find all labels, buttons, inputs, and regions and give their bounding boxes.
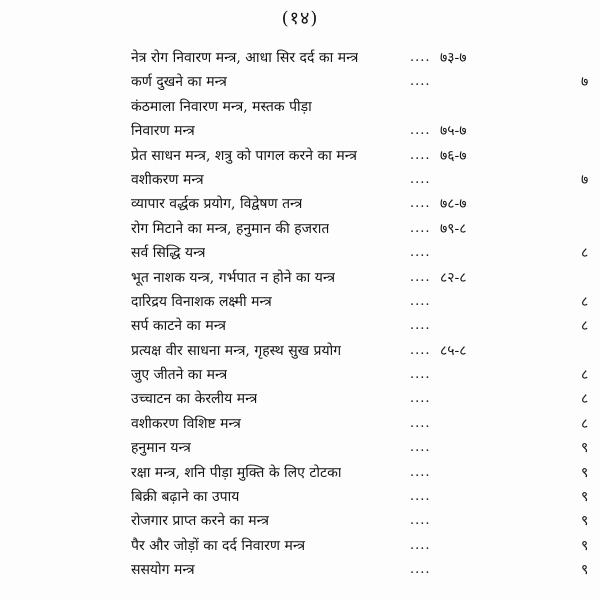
- toc-entry: [0, 436, 600, 460]
- toc-entry-page: ८: [581, 415, 589, 432]
- toc-entry: [0, 95, 600, 119]
- toc-entry-leader: ....: [410, 123, 431, 139]
- toc-entry-title: रोग मिटाने का मन्त्र, हनुमान की हजरात: [131, 220, 330, 237]
- table-of-contents: [0, 46, 600, 583]
- toc-entry-title: ससयोग मन्त्र: [131, 562, 195, 579]
- toc-entry-page: ७: [581, 171, 589, 188]
- toc-entry: [0, 485, 600, 509]
- toc-entry-leader: ....: [410, 220, 431, 236]
- toc-entry-title: उच्चाटन का केरलीय मन्त्र: [131, 391, 258, 408]
- toc-entry-title: जुए जीतने का मन्त्र: [131, 367, 228, 384]
- toc-entry-title: रक्षा मन्त्र, शनि पीड़ा मुक्ति के लिए टोटका: [131, 464, 342, 481]
- toc-entry-title: कंठमाला निवारण मन्त्र, मस्तक पीड़ा: [131, 98, 312, 115]
- toc-entry-leader: ....: [410, 196, 431, 212]
- toc-entry-page: ९: [581, 489, 589, 506]
- toc-entry-title: बिक्री बढ़ाने का उपाय: [131, 489, 240, 506]
- toc-entry: [0, 192, 600, 216]
- toc-entry-page: ७: [581, 74, 589, 91]
- toc-entry: [0, 412, 600, 436]
- toc-entry: [0, 461, 600, 485]
- toc-entry-leader: ....: [410, 293, 431, 309]
- toc-entry: [0, 70, 600, 94]
- toc-entry: [0, 46, 600, 70]
- toc-entry: [0, 266, 600, 290]
- toc-entry: [0, 558, 600, 582]
- toc-entry-leader: ....: [410, 415, 431, 431]
- toc-entry-page: ८: [581, 293, 589, 310]
- toc-entry-page: ८२-८: [440, 269, 467, 286]
- toc-entry-leader: ....: [410, 50, 431, 65]
- toc-entry: [0, 339, 600, 363]
- toc-entry-title: नेत्र रोग निवारण मन्त्र, आधा सिर दर्द का मन्त्र: [131, 50, 359, 66]
- toc-entry: [0, 144, 600, 168]
- toc-entry-leader: ....: [410, 318, 431, 334]
- toc-entry-title: पैर और जोड़ों का दर्द निवारण मन्त्र: [131, 537, 306, 554]
- toc-entry-leader: ....: [410, 74, 431, 90]
- toc-entry-page: ८: [581, 367, 589, 384]
- toc-entry-leader: ....: [410, 464, 431, 480]
- toc-entry-page: ८५-८: [440, 342, 467, 359]
- toc-entry-page: ७६-७: [440, 147, 467, 164]
- toc-entry-page: ९: [581, 562, 589, 579]
- toc-entry: [0, 290, 600, 314]
- toc-entry-title: भूत नाशक यन्त्र, गर्भपात न होने का यन्त्र: [131, 269, 336, 286]
- toc-entry-leader: ....: [410, 147, 431, 163]
- toc-entry: [0, 509, 600, 533]
- toc-entry: [0, 363, 600, 387]
- toc-entry-leader: ....: [410, 342, 431, 358]
- toc-entry-page: ९: [581, 464, 589, 481]
- toc-entry-leader: ....: [410, 367, 431, 383]
- toc-entry: [0, 168, 600, 192]
- toc-entry-page: ७९-८: [440, 220, 467, 237]
- toc-entry-title: कर्ण दुखने का मन्त्र: [131, 74, 227, 91]
- toc-entry-leader: ....: [410, 391, 431, 407]
- toc-entry-page: ९: [581, 537, 589, 554]
- toc-entry-leader: ....: [410, 245, 431, 261]
- toc-entry-title: सर्प काटने का मन्त्र: [131, 318, 226, 335]
- toc-entry-leader: ....: [410, 537, 431, 553]
- toc-entry-page: ८: [581, 318, 589, 335]
- toc-entry-leader: ....: [410, 171, 431, 187]
- toc-entry-title: सर्व सिद्धि यन्त्र: [131, 245, 206, 262]
- toc-entry-title: दारिद्रय विनाशक लक्ष्मी मन्त्र: [131, 293, 272, 310]
- toc-entry-leader: ....: [410, 489, 431, 505]
- toc-entry: [0, 217, 600, 241]
- toc-entry-title: वशीकरण विशिष्ट मन्त्र: [131, 415, 241, 432]
- toc-entry-page: ८: [581, 245, 589, 262]
- toc-entry-title: रोजगार प्राप्त करने का मन्त्र: [131, 513, 269, 530]
- toc-entry-title: प्रत्यक्ष वीर साधना मन्त्र, गृहस्थ सुख प्रयोग: [131, 342, 342, 359]
- toc-entry-leader: ....: [410, 562, 431, 578]
- toc-entry: [0, 119, 600, 143]
- page-number: (१४): [281, 8, 319, 29]
- toc-entry-title: व्यापार वर्द्धक प्रयोग, विद्वेषण तन्त्र: [131, 196, 303, 213]
- toc-entry-page: ९: [581, 440, 589, 457]
- toc-entry-leader: ....: [410, 440, 431, 456]
- toc-entry-title: प्रेत साधन मन्त्र, शत्रु को पागल करने का मन्त्र: [131, 147, 357, 164]
- toc-entry-leader: ....: [410, 513, 431, 529]
- toc-entry-title: हनुमान यन्त्र: [131, 440, 191, 457]
- toc-entry: [0, 387, 600, 411]
- toc-entry-page: ७५-७: [440, 123, 467, 140]
- toc-entry-title: वशीकरण मन्त्र: [131, 171, 204, 188]
- toc-entry: [0, 241, 600, 265]
- toc-entry-title: निवारण मन्त्र: [131, 123, 195, 140]
- toc-entry-page: ९: [581, 513, 589, 530]
- toc-entry-leader: ....: [410, 269, 431, 285]
- toc-entry-page: ८: [581, 391, 589, 408]
- toc-entry-page: ७८-७: [440, 196, 467, 213]
- toc-entry-page: ७३-७: [440, 50, 467, 66]
- toc-entry: [0, 534, 600, 558]
- toc-entry: [0, 314, 600, 338]
